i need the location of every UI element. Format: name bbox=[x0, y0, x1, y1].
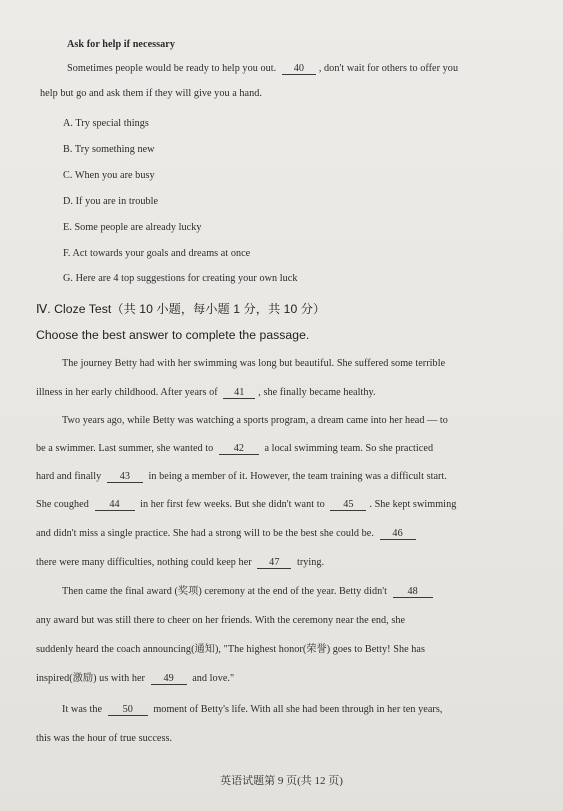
cloze-p3-line3: suddenly heard the coach announcing(通知), "The highest honor(荣誉) goes to Betty! She has bbox=[36, 644, 425, 655]
text: trying. bbox=[296, 557, 325, 568]
text: Then came the final award (奖项) ceremony at the end of the year. Betty didn't bbox=[62, 586, 388, 597]
passage1-line2: help but go and ask them if they will give you a hand. bbox=[40, 88, 262, 99]
cloze-p2-line3 bbox=[36, 470, 447, 484]
cloze-heading: Ⅳ. Cloze Test（共 10 小题，每小题 1 分，共 10 分） bbox=[36, 302, 326, 316]
cloze-p1-line2 bbox=[36, 386, 376, 400]
text: She coughed bbox=[36, 499, 89, 510]
text: inspired(激励) us with her bbox=[36, 673, 145, 684]
cloze-p2-line6 bbox=[36, 556, 324, 570]
cloze-p3-line4 bbox=[36, 672, 234, 686]
cloze-p2-line2 bbox=[36, 442, 433, 456]
cloze-p4-line1 bbox=[62, 703, 442, 717]
text: , she finally became healthy. bbox=[258, 387, 376, 398]
blank-47: 47 bbox=[257, 557, 291, 569]
blank-49: 49 bbox=[151, 673, 187, 685]
text: moment of Betty's life. With all she had been through in her ten years, bbox=[153, 704, 443, 715]
cloze-p2-line4 bbox=[36, 498, 456, 512]
text: . She kept swimming bbox=[369, 499, 457, 510]
cloze-p2-line1: Two years ago, while Betty was watching a sports program, a dream came into her head — to bbox=[62, 415, 448, 426]
cloze-p2-line5 bbox=[36, 527, 419, 541]
option-b: B. Try something new bbox=[63, 144, 155, 155]
blank-48: 48 bbox=[393, 586, 433, 598]
text: in being a member of it. However, the team training was a difficult start. bbox=[148, 471, 447, 482]
option-g: G. Here are 4 top suggestions for creating your own luck bbox=[63, 273, 298, 284]
cloze-p3-line2: any award but was still there to cheer on her friends. With the ceremony near the end, she bbox=[36, 615, 406, 626]
text: It was the bbox=[62, 704, 103, 715]
blank-44: 44 bbox=[95, 499, 135, 511]
option-d: D. If you are in trouble bbox=[63, 196, 159, 207]
text: Sometimes people would be ready to help you out. bbox=[67, 63, 277, 74]
blank-42: 42 bbox=[219, 443, 259, 455]
page-footer: 英语试题第 9 页(共 12 页) bbox=[220, 775, 343, 787]
text: illness in her early childhood. After years of bbox=[36, 387, 218, 398]
text: and love." bbox=[192, 673, 235, 684]
text: be a swimmer. Last summer, she wanted to bbox=[36, 443, 214, 454]
cloze-instruction: Choose the best answer to complete the passage. bbox=[36, 328, 310, 342]
passage1-line1 bbox=[67, 62, 458, 76]
section-heading: Ask for help if necessary bbox=[67, 39, 176, 50]
cloze-p1-line1: The journey Betty had with her swimming was long but beautiful. She suffered some terrible bbox=[62, 358, 446, 369]
blank-43: 43 bbox=[107, 471, 143, 483]
blank-45: 45 bbox=[330, 499, 366, 511]
text: hard and finally bbox=[36, 471, 102, 482]
text: in her first few weeks. But she didn't want to bbox=[140, 499, 325, 510]
cloze-p4-line2: this was the hour of true success. bbox=[36, 733, 173, 744]
blank-46: 46 bbox=[380, 528, 416, 540]
option-c: C. When you are busy bbox=[63, 170, 155, 181]
text: a local swimming team. So she practiced bbox=[264, 443, 434, 454]
text: and didn't miss a single practice. She had a strong will to be the best she could be. bbox=[36, 528, 374, 539]
cloze-p3-line1 bbox=[62, 585, 436, 599]
blank-41: 41 bbox=[223, 387, 255, 399]
text: there were many difficulties, nothing could keep her bbox=[36, 557, 252, 568]
option-a: A. Try special things bbox=[63, 118, 149, 129]
blank-40: 40 bbox=[282, 63, 316, 75]
option-e: E. Some people are already lucky bbox=[63, 222, 202, 233]
option-f: F. Act towards your goals and dreams at once bbox=[63, 248, 251, 259]
blank-50: 50 bbox=[108, 704, 148, 716]
text: , don't wait for others to offer you bbox=[318, 63, 459, 74]
